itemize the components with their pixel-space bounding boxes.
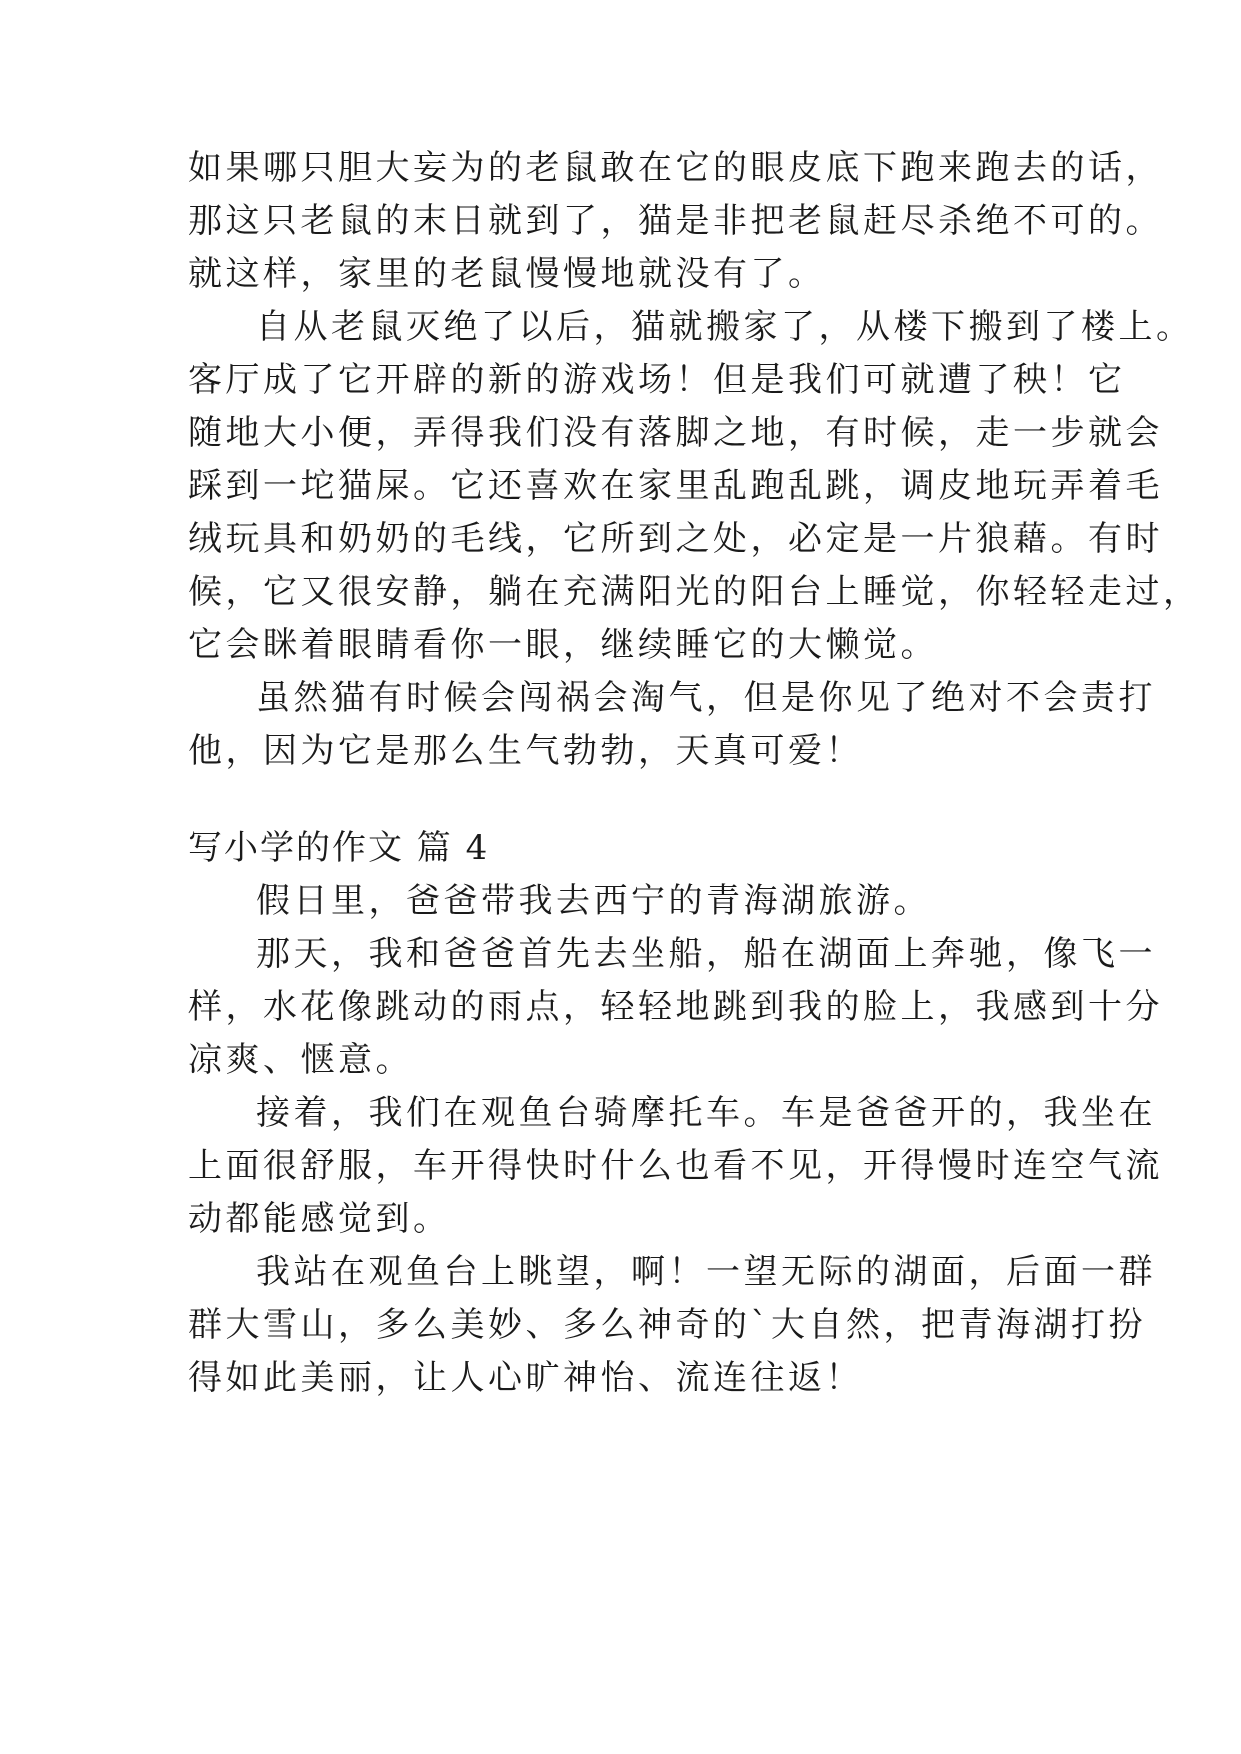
paragraph-line: 客厅成了它开辟的新的游戏场！但是我们可就遭了秧！它 bbox=[188, 360, 1126, 400]
paragraph-line: 它会眯着眼睛看你一眼，继续睡它的大懒觉。 bbox=[188, 625, 938, 665]
paragraph-line: 得如此美丽，让人心旷神怡、流连往返！ bbox=[188, 1358, 863, 1398]
section-heading: 写小学的作文 篇 4 bbox=[188, 828, 490, 868]
paragraph-line: 样，水花像跳动的雨点，轻轻地跳到我的脸上，我感到十分 bbox=[188, 987, 1163, 1027]
paragraph-line: 群大雪山，多么美妙、多么神奇的`大自然，把青海湖打扮 bbox=[188, 1305, 1146, 1345]
paragraph-line: 那天，我和爸爸首先去坐船，船在湖面上奔驰，像飞一 bbox=[256, 934, 1156, 974]
paragraph-line: 绒玩具和奶奶的毛线，它所到之处，必定是一片狼藉。有时 bbox=[188, 519, 1163, 559]
paragraph-line: 凉爽、惬意。 bbox=[188, 1040, 413, 1080]
paragraph-line: 自从老鼠灭绝了以后，猫就搬家了，从楼下搬到了楼上。 bbox=[256, 307, 1194, 347]
paragraph-line: 我站在观鱼台上眺望，啊！一望无际的湖面，后面一群 bbox=[256, 1252, 1156, 1292]
paragraph-line: 候，它又很安静，躺在充满阳光的阳台上睡觉，你轻轻走过， bbox=[188, 572, 1201, 612]
paragraph-line: 随地大小便，弄得我们没有落脚之地，有时候，走一步就会 bbox=[188, 413, 1163, 453]
paragraph-line: 虽然猫有时候会闯祸会淘气，但是你见了绝对不会责打 bbox=[256, 678, 1156, 718]
paragraph-line: 他，因为它是那么生气勃勃，天真可爱！ bbox=[188, 731, 863, 771]
paragraph-line: 踩到一坨猫屎。它还喜欢在家里乱跑乱跳，调皮地玩弄着毛 bbox=[188, 466, 1163, 506]
paragraph-line: 如果哪只胆大妄为的老鼠敢在它的眼皮底下跑来跑去的话， bbox=[188, 148, 1163, 188]
paragraph-line: 就这样，家里的老鼠慢慢地就没有了。 bbox=[188, 254, 826, 294]
paragraph-line: 动都能感觉到。 bbox=[188, 1199, 451, 1239]
paragraph-line: 上面很舒服，车开得快时什么也看不见，开得慢时连空气流 bbox=[188, 1146, 1163, 1186]
paragraph-line: 假日里，爸爸带我去西宁的青海湖旅游。 bbox=[256, 881, 931, 921]
paragraph-line: 那这只老鼠的末日就到了，猫是非把老鼠赶尽杀绝不可的。 bbox=[188, 201, 1163, 241]
paragraph-line: 接着，我们在观鱼台骑摩托车。车是爸爸开的，我坐在 bbox=[256, 1093, 1156, 1133]
